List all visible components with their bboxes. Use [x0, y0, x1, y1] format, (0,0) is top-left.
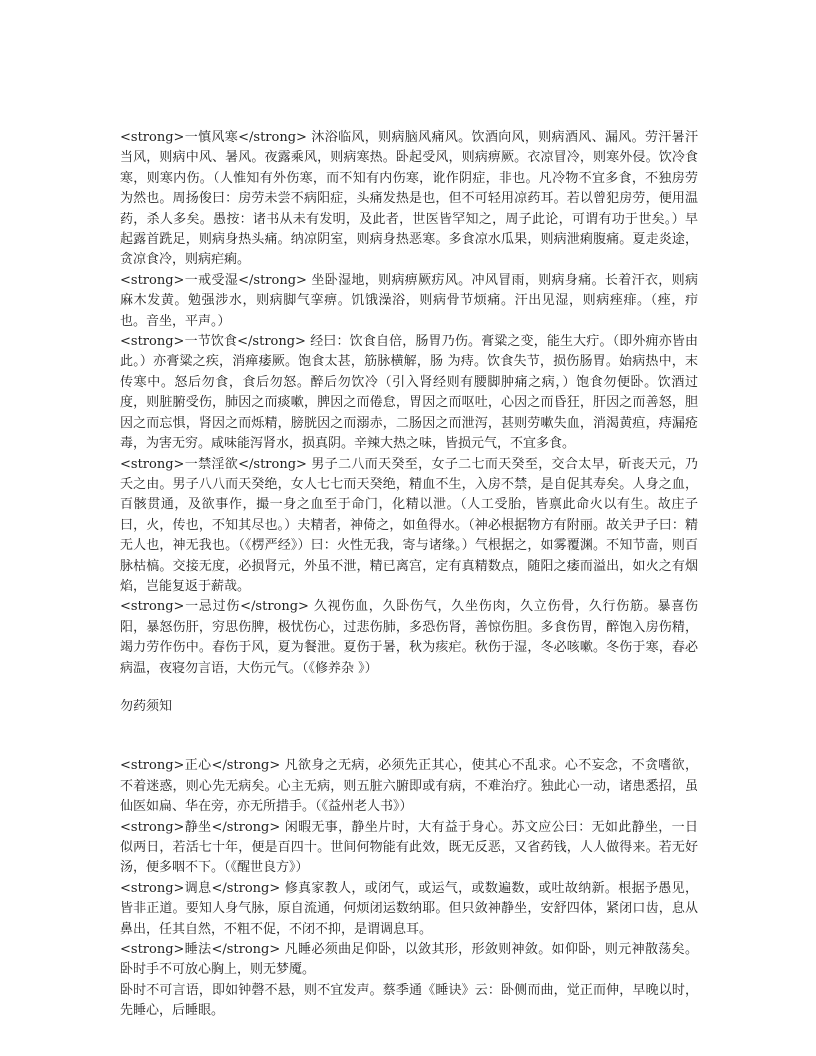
document-page	[120, 128, 698, 1022]
paragraph-jie-shoushi: <strong>一戒受湿</strong> 坐卧湿地，则病痹厥疠风。冲风冒雨，则病身痛。长着汗衣，则病麻木发黄。勉强涉水，则病脚气挛痹。饥饿澡浴，则病骨节烦痛。汗出见湿，则病痤痱。（痤，疖也。音坐，平声。）	[120, 272, 698, 329]
paragraph-jie-yinshi: <strong>一节饮食</strong> 经曰：饮食自倍，肠胃乃伤。膏粱之变，能生大疔。（即外痈亦皆由此。）亦膏粱之疾，消瘅痿厥。饱食太甚，筋脉横解，肠 为痔。饮食失节，损伤肠胃。始病热中，末传寒中。怒后勿食，食后勿怒。醉后勿饮冷（引入肾经则有腰脚肿痛之病，）饱食勿便卧。饮酒过度，则脏腑受伤，肺因之而痰嗽，脾因之而倦怠，胃因之而呕吐，心因之而昏狂，肝因之而善怒，胆因之而忘惧，肾因之而烁精，膀胱因之而溺赤，二肠因之而泄泻，甚则劳嗽失血，消渴黄疸，痔漏疮毒，为害无穷。咸味能泻肾水，损真阴。辛辣大热之味，皆损元气，不宜多食。	[120, 334, 698, 452]
paragraph-ji-guoshang: <strong>一忌过伤</strong> 久视伤血，久卧伤气，久坐伤肉，久立伤骨，久行伤筋。暴喜伤阳，暴怒伤肝，穷思伤脾，极忧伤心，过悲伤肺，多恐伤肾，善惊伤胆。多食伤胃，醉饱入房伤精，竭力劳作伤中。春伤于风，夏为餐泄。夏伤于暑，秋为痎疟。秋伤于湿，冬必咳嗽。冬伤于寒，春必病温，夜寝勿言语，大伤元气。（《修养杂 》）	[120, 599, 698, 676]
paragraph-shuifa: <strong>睡法</strong> 凡睡必须曲足仰卧，以敛其形，形敛则神敛。如仰卧，则元神散荡矣。卧时手不可放心胸上，则无梦魇。	[120, 942, 698, 978]
paragraph-zhengxin: <strong>正心</strong> 凡欲身之无病，必须先正其心，使其心不乱求。心不妄念，不贪嗜欲，不着迷惑，则心先无病矣。心主无病，则五脏六腑即或有病，不难治疗。独此心一动，诸患悉招，虽仙医如扁、华在旁，亦无所措手。（《益州老人书》）	[120, 758, 698, 815]
section-heading: 勿药须知	[120, 698, 173, 714]
paragraph-jin-yinyu: <strong>一禁淫欲</strong> 男子二八而天癸至，女子二七而天癸至，交合太早，斫丧天元，乃夭之由。男子八八而天癸绝，女人七七而天癸绝，精血不生，入房不禁，是自促其寿矣。人身之血，百骸贯通，及欲事作，撮一身之血至于命门，化精以泄。（人工受胎，皆禀此命火以有生。故庄子曰，火，传也，不知其尽也。）夫精者，神倚之，如鱼得水。（神必根据物方有附丽。故关尹子曰：精无人也，神无我也。（《楞严经》）曰：火性无我，寄与诸缘。）气根据之，如雾覆渊。不知节啬，则百脉枯槁。交接无度，必损肾元，外虽不泄，精已离宫，定有真精数点，随阳之痿而溢出，如火之有烟焰，岂能复返于薪哉。	[120, 456, 698, 594]
paragraph-tiaoxi: <strong>调息</strong> 修真家教人，或闭气，或运气，或数遍数，或吐故纳新。根据予愚见，皆非正道。要知人身气脉，原自流通，何烦闭运数纳耶。但只敛神静坐，安舒四体，紧闭口齿，息从鼻出，任其自然，不粗不促，不闭不抑，是谓调息耳。	[120, 880, 698, 937]
paragraph-woshi: 卧时不可言语，即如钟磬不悬，则不宜发声。蔡季通《睡诀》云：卧侧而曲，觉正而伸，早晚以时，先睡心，后睡眼。	[120, 982, 698, 1019]
paragraph-jingzuo: <strong>静坐</strong> 闲暇无事，静坐片时，大有益于身心。苏文应公曰：无如此静坐，一日似两日，若活七十年，便是百四十。世间何物能有此效，既无反恶，又省药钱，人人做得来。若无好汤，便多咽不下。（《醒世良方》）	[120, 819, 698, 876]
paragraph-shen-fenghan: <strong>一慎风寒</strong> 沐浴临风，则病脑风痛风。饮酒向风，则病酒风、漏风。劳汗暑汗当风，则病中风、暑风。夜露乘风，则病寒热。卧起受风，则病痹厥。衣凉冒冷，则寒外侵。饮冷食寒，则寒内伤。（人惟知有外伤寒，而不知有内伤寒，讹作阴症，非也。凡冷物不宜多食，不独房劳为然也。周扬俊曰：房劳未尝不病阳症，头痛发热是也，但不可轻用凉药耳。若以曾犯房劳，便用温药，杀人多矣。愚按：诸书从未有发明，及此者，世医皆罕知之，周子此论，可谓有功于世矣。）早起露首跣足，则病身热头痛。纳凉阴室，则病身热恶寒。多食凉水瓜果，则病泄痢腹痛。夏走炎途，贪凉食冷，则病疟痢。	[120, 130, 698, 268]
